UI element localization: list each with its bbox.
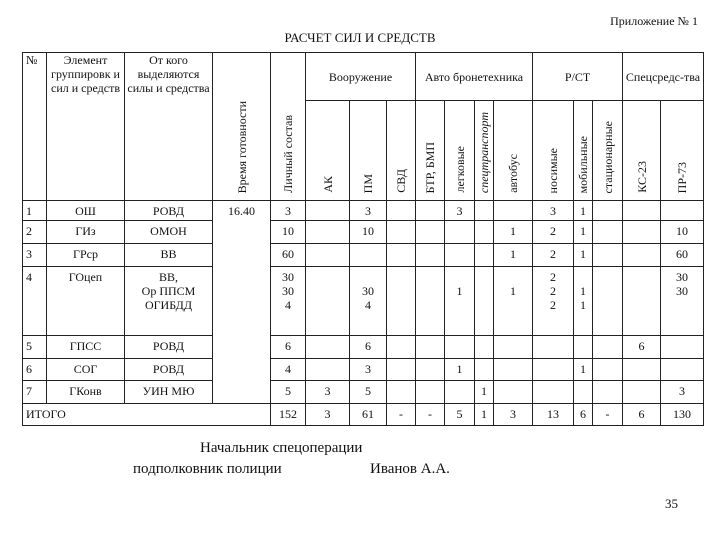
row-cell (475, 359, 494, 381)
row-num: 4 (23, 267, 47, 336)
row-cell (387, 244, 416, 267)
row-cell (387, 359, 416, 381)
row-cell (593, 244, 623, 267)
header-from: От кого выделяются силы и средства (125, 53, 213, 201)
row-cell (306, 267, 350, 336)
row-cell (416, 381, 445, 404)
subheader: легковые (452, 146, 467, 193)
row-element: ГИз (47, 221, 125, 244)
page-title: РАСЧЕТ СИЛ И СРЕДСТВ (284, 30, 436, 45)
page-number: 35 (665, 496, 678, 511)
row-cell (350, 244, 387, 267)
total-cell: 6 (574, 404, 593, 426)
row-cell (475, 336, 494, 359)
row-cell (533, 336, 574, 359)
row-cell (387, 267, 416, 336)
row-cell (593, 267, 623, 336)
row-cell (475, 201, 494, 221)
row-cell: 3 (661, 381, 704, 404)
row-cell: 1 (494, 267, 533, 336)
row-cell: 5 (271, 381, 306, 404)
row-cell (475, 244, 494, 267)
table-row (23, 201, 704, 221)
subheader: стационарные (600, 120, 615, 193)
row-element: ГКонв (47, 381, 125, 404)
table-row (23, 336, 704, 359)
row-from: ВВ (125, 244, 213, 267)
row-cell (623, 267, 661, 336)
total-cell: 3 (306, 404, 350, 426)
table-row (23, 359, 704, 381)
row-from: УИН МЮ (125, 381, 213, 404)
row-cell (593, 201, 623, 221)
header-personnel: Личный состав (281, 115, 295, 193)
row-cell: 1 (445, 359, 475, 381)
row-cell: 6 (623, 336, 661, 359)
row-cell: 1 (494, 221, 533, 244)
row-cell: 30 30 (661, 267, 704, 336)
row-element: ГПСС (47, 336, 125, 359)
header-radio: Р/СТ (533, 53, 623, 101)
row-cell (445, 381, 475, 404)
row-cell: 3 (306, 381, 350, 404)
row-num: 3 (23, 244, 47, 267)
row-cell (416, 201, 445, 221)
row-cell (387, 201, 416, 221)
row-cell (661, 359, 704, 381)
total-cell: 152 (271, 404, 306, 426)
row-time: 16.40 (213, 201, 271, 404)
total-cell: 1 (475, 404, 494, 426)
row-cell (306, 336, 350, 359)
subheader: СВД (394, 169, 408, 193)
subheader: ПМ (361, 173, 375, 193)
row-cell: 1 1 (574, 267, 593, 336)
row-cell: 10 (661, 221, 704, 244)
total-cell: 61 (350, 404, 387, 426)
row-cell: 5 (350, 381, 387, 404)
forces-table (22, 52, 704, 426)
row-cell (306, 201, 350, 221)
subheader: КС-23 (634, 161, 649, 193)
total-cell: 5 (445, 404, 475, 426)
row-cell (623, 244, 661, 267)
total-cell: 3 (494, 404, 533, 426)
row-cell (533, 381, 574, 404)
row-element: ГРср (47, 244, 125, 267)
row-cell (416, 244, 445, 267)
row-num: 2 (23, 221, 47, 244)
subheader: ПР-73 (675, 161, 689, 193)
row-cell: 6 (350, 336, 387, 359)
row-num: 5 (23, 336, 47, 359)
row-cell (593, 336, 623, 359)
signature-rank: подполковник полиции (133, 461, 282, 477)
row-from: РОВД (125, 201, 213, 221)
row-from: РОВД (125, 359, 213, 381)
row-cell (661, 201, 704, 221)
row-cell (623, 221, 661, 244)
row-cell (416, 221, 445, 244)
row-cell (445, 221, 475, 244)
row-cell (445, 244, 475, 267)
row-element: СОГ (47, 359, 125, 381)
row-cell (494, 336, 533, 359)
row-cell: 1 (574, 244, 593, 267)
total-cell: 6 (623, 404, 661, 426)
row-cell: 3 (350, 359, 387, 381)
row-cell (623, 359, 661, 381)
total-cell: - (387, 404, 416, 426)
row-cell (387, 221, 416, 244)
row-cell: 1 (574, 221, 593, 244)
row-cell (623, 381, 661, 404)
row-cell (494, 359, 533, 381)
table-row (23, 221, 704, 244)
subheader: спецтранспорт (477, 111, 491, 193)
row-cell: 10 (271, 221, 306, 244)
row-cell: 60 (661, 244, 704, 267)
row-cell (574, 336, 593, 359)
total-label: ИТОГО (23, 404, 271, 426)
row-from: ВВ, Ор ППСМ ОГИБДД (125, 267, 213, 336)
total-row (23, 404, 704, 426)
row-cell: 2 (533, 244, 574, 267)
row-element: ОШ (47, 201, 125, 221)
row-cell: 3 (350, 201, 387, 221)
header-special: Спецсредс-тва (623, 53, 704, 101)
row-cell: 1 (574, 359, 593, 381)
table-row (23, 244, 704, 267)
row-cell (445, 336, 475, 359)
total-cell: - (416, 404, 445, 426)
row-cell: 3 (533, 201, 574, 221)
row-cell: 1 (574, 201, 593, 221)
row-cell (306, 359, 350, 381)
row-num: 1 (23, 201, 47, 221)
table-row (23, 267, 704, 336)
row-cell (475, 267, 494, 336)
header-num: № (23, 53, 47, 201)
row-cell (306, 244, 350, 267)
row-cell (593, 359, 623, 381)
row-cell: 10 (350, 221, 387, 244)
total-cell: 13 (533, 404, 574, 426)
row-cell: 3 (445, 201, 475, 221)
header-element: Элемент группировк и сил и средств (47, 53, 125, 201)
row-cell (306, 221, 350, 244)
row-cell: 2 (533, 221, 574, 244)
signature-title: Начальник спецоперации (200, 440, 363, 456)
row-cell (574, 381, 593, 404)
row-cell (416, 336, 445, 359)
row-cell: 1 (494, 244, 533, 267)
row-cell: 4 (271, 359, 306, 381)
signature-name: Иванов А.А. (370, 461, 450, 477)
row-cell (623, 201, 661, 221)
row-num: 7 (23, 381, 47, 404)
row-cell (533, 359, 574, 381)
row-cell: 30 4 (350, 267, 387, 336)
table-row (23, 381, 704, 404)
row-cell (416, 267, 445, 336)
subheader: БТР, БМП (423, 141, 437, 193)
subheader: автобус (506, 154, 520, 193)
subheader: мобильные (576, 135, 590, 193)
row-cell (475, 221, 494, 244)
row-cell (416, 359, 445, 381)
total-cell: 130 (661, 404, 704, 426)
header-weapons: Вооружение (306, 53, 416, 101)
row-cell (593, 221, 623, 244)
row-from: ОМОН (125, 221, 213, 244)
header-time: Время готовности (234, 100, 249, 193)
row-cell (494, 381, 533, 404)
subheader: носимые (546, 147, 560, 193)
row-cell: 2 2 2 (533, 267, 574, 336)
row-cell: 6 (271, 336, 306, 359)
row-from: РОВД (125, 336, 213, 359)
row-cell (593, 381, 623, 404)
row-cell (387, 336, 416, 359)
row-cell: 3 (271, 201, 306, 221)
row-cell: 30 30 4 (271, 267, 306, 336)
header-vehicles: Авто бронетехника (416, 53, 533, 101)
row-cell (387, 381, 416, 404)
row-num: 6 (23, 359, 47, 381)
row-element: ГОцеп (47, 267, 125, 336)
subheader: АК (320, 176, 335, 193)
row-cell: 60 (271, 244, 306, 267)
appendix-label: Приложение № 1 (610, 14, 698, 28)
row-cell (494, 201, 533, 221)
row-cell (661, 336, 704, 359)
total-cell: - (593, 404, 623, 426)
row-cell: 1 (475, 381, 494, 404)
row-cell: 1 (445, 267, 475, 336)
